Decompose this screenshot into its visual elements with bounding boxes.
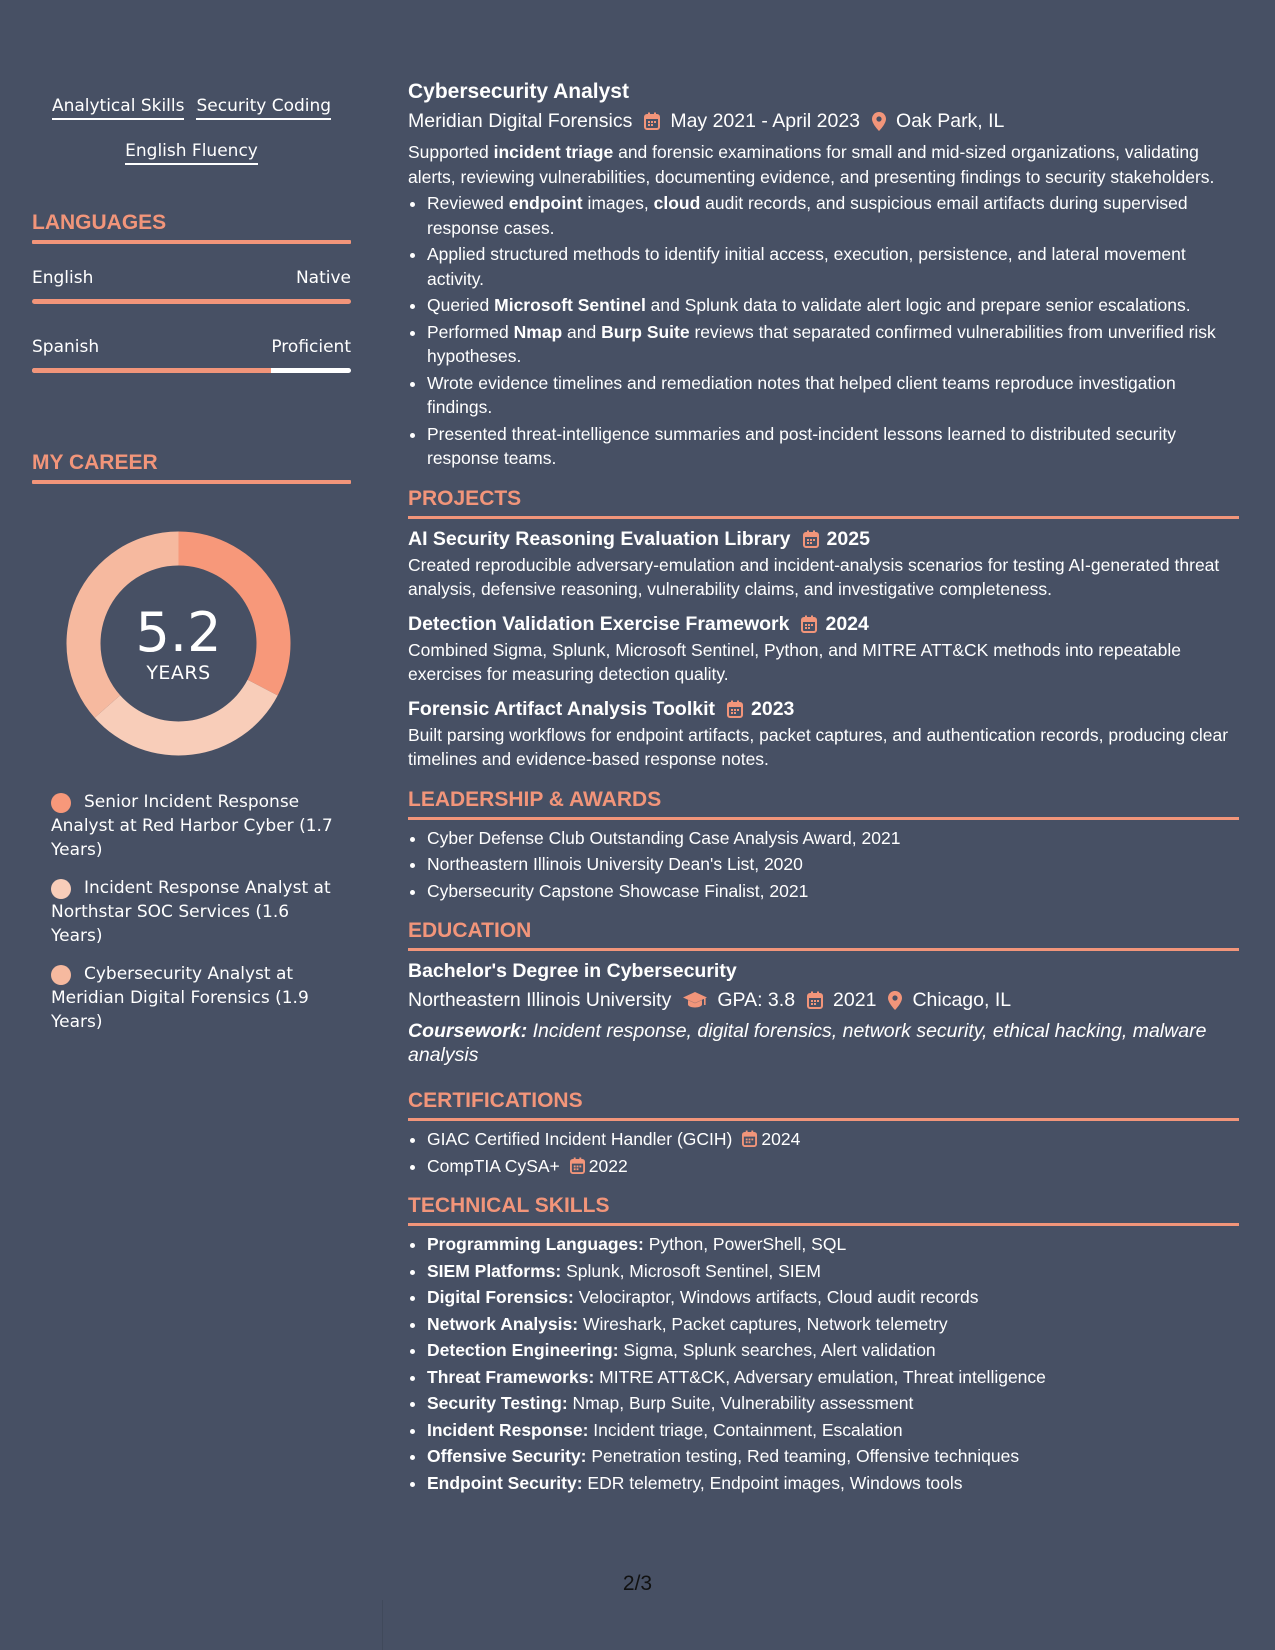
section-rule xyxy=(408,817,1239,820)
certifications-list xyxy=(408,1127,1239,1178)
skills-title: TECHNICAL SKILLS xyxy=(408,1194,610,1217)
calendar-icon xyxy=(742,1130,757,1147)
text: Queried xyxy=(427,295,495,315)
section-rule xyxy=(408,1223,1239,1226)
language-row xyxy=(32,268,351,288)
list-item xyxy=(427,1127,1239,1152)
list-item: • Applied structured methods to identify initial access, execution, persistence, and lateral movement activity. xyxy=(427,242,1239,291)
languages-title: LANGUAGES xyxy=(32,211,167,234)
cert-name: GIAC Certified Incident Handler (GCIH) xyxy=(427,1129,733,1149)
project-desc: Built parsing workflows for endpoint artifacts, packet captures, and authentication records, producing clear timelines and evidence-based response notes. xyxy=(408,724,1229,769)
skill-value: Incident triage, Containment, Escalation xyxy=(588,1419,903,1440)
section-rule xyxy=(408,1118,1239,1121)
list-item xyxy=(427,1285,1239,1310)
career-donut-chart xyxy=(66,531,291,756)
location-pin-icon xyxy=(888,991,902,1010)
language-level: Native xyxy=(295,268,351,288)
company-name: Meridian Digital Forensics xyxy=(408,110,633,132)
language-row xyxy=(32,337,351,357)
list-item xyxy=(427,1365,1239,1390)
languages-rule xyxy=(32,240,351,244)
project-desc: Created reproducible adversary-emulation and incident-analysis scenarios for testing AI-generated threat analysis, defensive reasoning, vulnerability claims, and investigative completeness. xyxy=(408,554,1220,599)
bold-text: Microsoft Sentinel xyxy=(494,295,646,315)
career-title: MY CAREER xyxy=(32,451,158,474)
language-bar xyxy=(32,368,351,373)
degree-name: Bachelor's Degree in Cybersecurity xyxy=(408,960,737,982)
calendar-icon xyxy=(644,112,660,130)
calendar-icon xyxy=(570,1157,585,1174)
skill-value: Sigma, Splunk searches, Alert validation xyxy=(618,1340,936,1360)
language-name: Spanish xyxy=(32,337,100,357)
job-bullets xyxy=(408,191,1239,471)
skills-list xyxy=(408,1232,1239,1495)
text: Supported xyxy=(408,142,494,162)
list-item xyxy=(427,1471,1239,1496)
list-item: • Cyber Defense Club Outstanding Case Analysis Award, 2021 xyxy=(427,826,1239,851)
project-name: Forensic Artifact Analysis Toolkit xyxy=(408,697,716,720)
project-year: 2023 xyxy=(751,697,795,720)
skill-tags xyxy=(32,84,351,174)
job-summary xyxy=(408,140,1239,189)
career-rule xyxy=(32,480,351,484)
skill-label: Digital Forensics: xyxy=(427,1287,574,1307)
list-item xyxy=(427,293,1239,318)
career-total-years: 5.2 xyxy=(135,600,222,664)
legend-dot xyxy=(51,965,71,985)
job-title: Cybersecurity Analyst xyxy=(408,80,629,103)
skill-label: Offensive Security: xyxy=(427,1446,587,1466)
skill-label: Endpoint Security: xyxy=(427,1472,583,1493)
skill-value: Splunk, Microsoft Sentinel, SIEM xyxy=(561,1260,821,1281)
skill-tag: English Fluency xyxy=(125,140,258,165)
skill-label: Network Analysis: xyxy=(427,1313,579,1334)
certifications-title: CERTIFICATIONS xyxy=(408,1089,583,1112)
language-name: English xyxy=(32,268,94,288)
section-rule xyxy=(408,948,1239,951)
list-item xyxy=(427,191,1239,240)
bold-text: incident triage xyxy=(493,142,614,162)
skill-value: Python, PowerShell, SQL xyxy=(643,1234,847,1254)
education-title: EDUCATION xyxy=(408,919,532,942)
school-name: Northeastern Illinois University xyxy=(408,989,672,1011)
career-legend xyxy=(51,790,336,1048)
language-bar-fill xyxy=(32,299,351,304)
text: and Splunk data to validate alert logic and prepare senior escalations. xyxy=(645,295,1191,315)
bold-text: Burp Suite xyxy=(601,321,690,342)
legend-label: Incident Response Analyst at Northstar SOC Services (1.6 Years) xyxy=(51,878,331,946)
list-item: • Cybersecurity Capstone Showcase Finalist, 2021 xyxy=(427,879,1239,904)
skill-value: EDR telemetry, Endpoint images, Windows tools xyxy=(582,1472,963,1493)
legend-item xyxy=(51,790,336,862)
awards-list xyxy=(408,826,1239,904)
page-number: 2/3 xyxy=(622,1572,653,1595)
career-years-label: YEARS xyxy=(146,661,211,684)
project-item xyxy=(408,525,1239,602)
list-item xyxy=(427,1418,1239,1443)
language-level: Proficient xyxy=(271,337,351,357)
skill-label: Programming Languages: xyxy=(427,1234,644,1254)
legend-dot xyxy=(51,879,71,899)
project-name: AI Security Reasoning Evaluation Library xyxy=(408,527,791,550)
project-year: 2024 xyxy=(825,612,869,635)
legend-label: Cybersecurity Analyst at Meridian Digital Forensics (1.9 Years) xyxy=(51,964,309,1032)
main-content xyxy=(408,78,1239,1497)
education-meta xyxy=(408,985,1239,1015)
awards-title: LEADERSHIP & AWARDS xyxy=(408,787,662,811)
language-bar-fill xyxy=(32,368,271,373)
skill-value: MITRE ATT&CK, Adversary emulation, Threat intelligence xyxy=(594,1366,1046,1387)
legend-item xyxy=(51,962,336,1034)
list-item: • Northeastern Illinois University Dean's List, 2020 xyxy=(427,852,1239,877)
skill-label: Detection Engineering: xyxy=(427,1340,619,1360)
text: and forensic examinations for small and mid-sized organizations, validating alerts, reviewing vulnerabilities, documenting evidence, and presenting findings to security stakeholders. xyxy=(408,142,1215,187)
calendar-icon xyxy=(803,530,819,548)
graduation-year: 2021 xyxy=(833,989,877,1011)
cert-year: 2022 xyxy=(588,1155,628,1176)
text: Reviewed xyxy=(427,193,509,213)
text: reviews that separated confirmed vulnerabilities from unverified risk hypotheses. xyxy=(427,321,1216,366)
skill-label: SIEM Platforms: xyxy=(427,1260,562,1281)
section-rule xyxy=(408,516,1239,519)
project-item xyxy=(408,695,1239,772)
list-item xyxy=(427,1444,1239,1469)
skill-value: Nmap, Burp Suite, Vulnerability assessment xyxy=(567,1393,914,1413)
list-item xyxy=(427,320,1239,369)
cert-name: CompTIA CySA+ xyxy=(427,1155,560,1176)
calendar-icon xyxy=(801,615,817,633)
list-item xyxy=(427,1154,1239,1179)
skill-tag: Analytical Skills xyxy=(52,95,185,120)
calendar-icon xyxy=(727,700,743,718)
bold-text: Nmap xyxy=(513,321,563,342)
skill-label: Incident Response: xyxy=(427,1419,589,1440)
skill-value: Penetration testing, Red teaming, Offensive techniques xyxy=(586,1446,1020,1466)
job-meta xyxy=(408,106,1239,136)
skill-label: Security Testing: xyxy=(427,1393,568,1413)
legend-item xyxy=(51,876,336,948)
cert-year: 2024 xyxy=(761,1129,801,1149)
list-item xyxy=(427,1232,1239,1257)
skill-tag: Security Coding xyxy=(196,95,331,120)
list-item: • Presented threat-intelligence summaries and post-incident lessons learned to distributed security response teams. xyxy=(427,422,1239,471)
coursework-label: Coursework: xyxy=(408,1020,528,1042)
project-item xyxy=(408,610,1239,687)
project-year: 2025 xyxy=(826,527,870,550)
legend-label: Senior Incident Response Analyst at Red Harbor Cyber (1.7 Years) xyxy=(51,792,333,860)
list-item: • Wrote evidence timelines and remediation notes that helped client teams reproduce investigation findings. xyxy=(427,371,1239,420)
list-item xyxy=(427,1259,1239,1284)
text: Performed xyxy=(427,321,514,342)
skill-value: Velociraptor, Windows artifacts, Cloud audit records xyxy=(573,1287,979,1307)
list-item xyxy=(427,1338,1239,1363)
job-dates: May 2021 - April 2023 xyxy=(670,110,861,132)
language-bar xyxy=(32,299,351,304)
bold-text: endpoint xyxy=(508,193,583,213)
bold-text: cloud xyxy=(653,193,701,213)
text: and xyxy=(562,321,602,342)
skill-value: Wireshark, Packet captures, Network telemetry xyxy=(578,1313,948,1334)
list-item xyxy=(427,1312,1239,1337)
projects-title: PROJECTS xyxy=(408,486,522,510)
coursework-text: Incident response, digital forensics, network security, ethical hacking, malware analysis xyxy=(408,1020,1207,1066)
divider xyxy=(382,1600,383,1650)
gpa: GPA: 3.8 xyxy=(717,989,796,1011)
text: audit records, and suspicious email artifacts during supervised response cases. xyxy=(427,193,1188,238)
text: images, xyxy=(582,193,654,213)
skill-label: Threat Frameworks: xyxy=(427,1366,595,1387)
calendar-icon xyxy=(807,991,823,1009)
project-name: Detection Validation Exercise Framework xyxy=(408,612,790,635)
graduation-cap-icon xyxy=(683,991,707,1009)
coursework xyxy=(408,1019,1239,1067)
job-location: Oak Park, IL xyxy=(896,110,1005,132)
legend-dot xyxy=(51,793,71,813)
list-item xyxy=(427,1391,1239,1416)
project-desc: Combined Sigma, Splunk, Microsoft Sentinel, Python, and MITRE ATT&CK methods into repeatable exercises for measuring detection quality. xyxy=(408,639,1181,684)
school-location: Chicago, IL xyxy=(912,989,1012,1011)
location-pin-icon xyxy=(872,112,886,131)
